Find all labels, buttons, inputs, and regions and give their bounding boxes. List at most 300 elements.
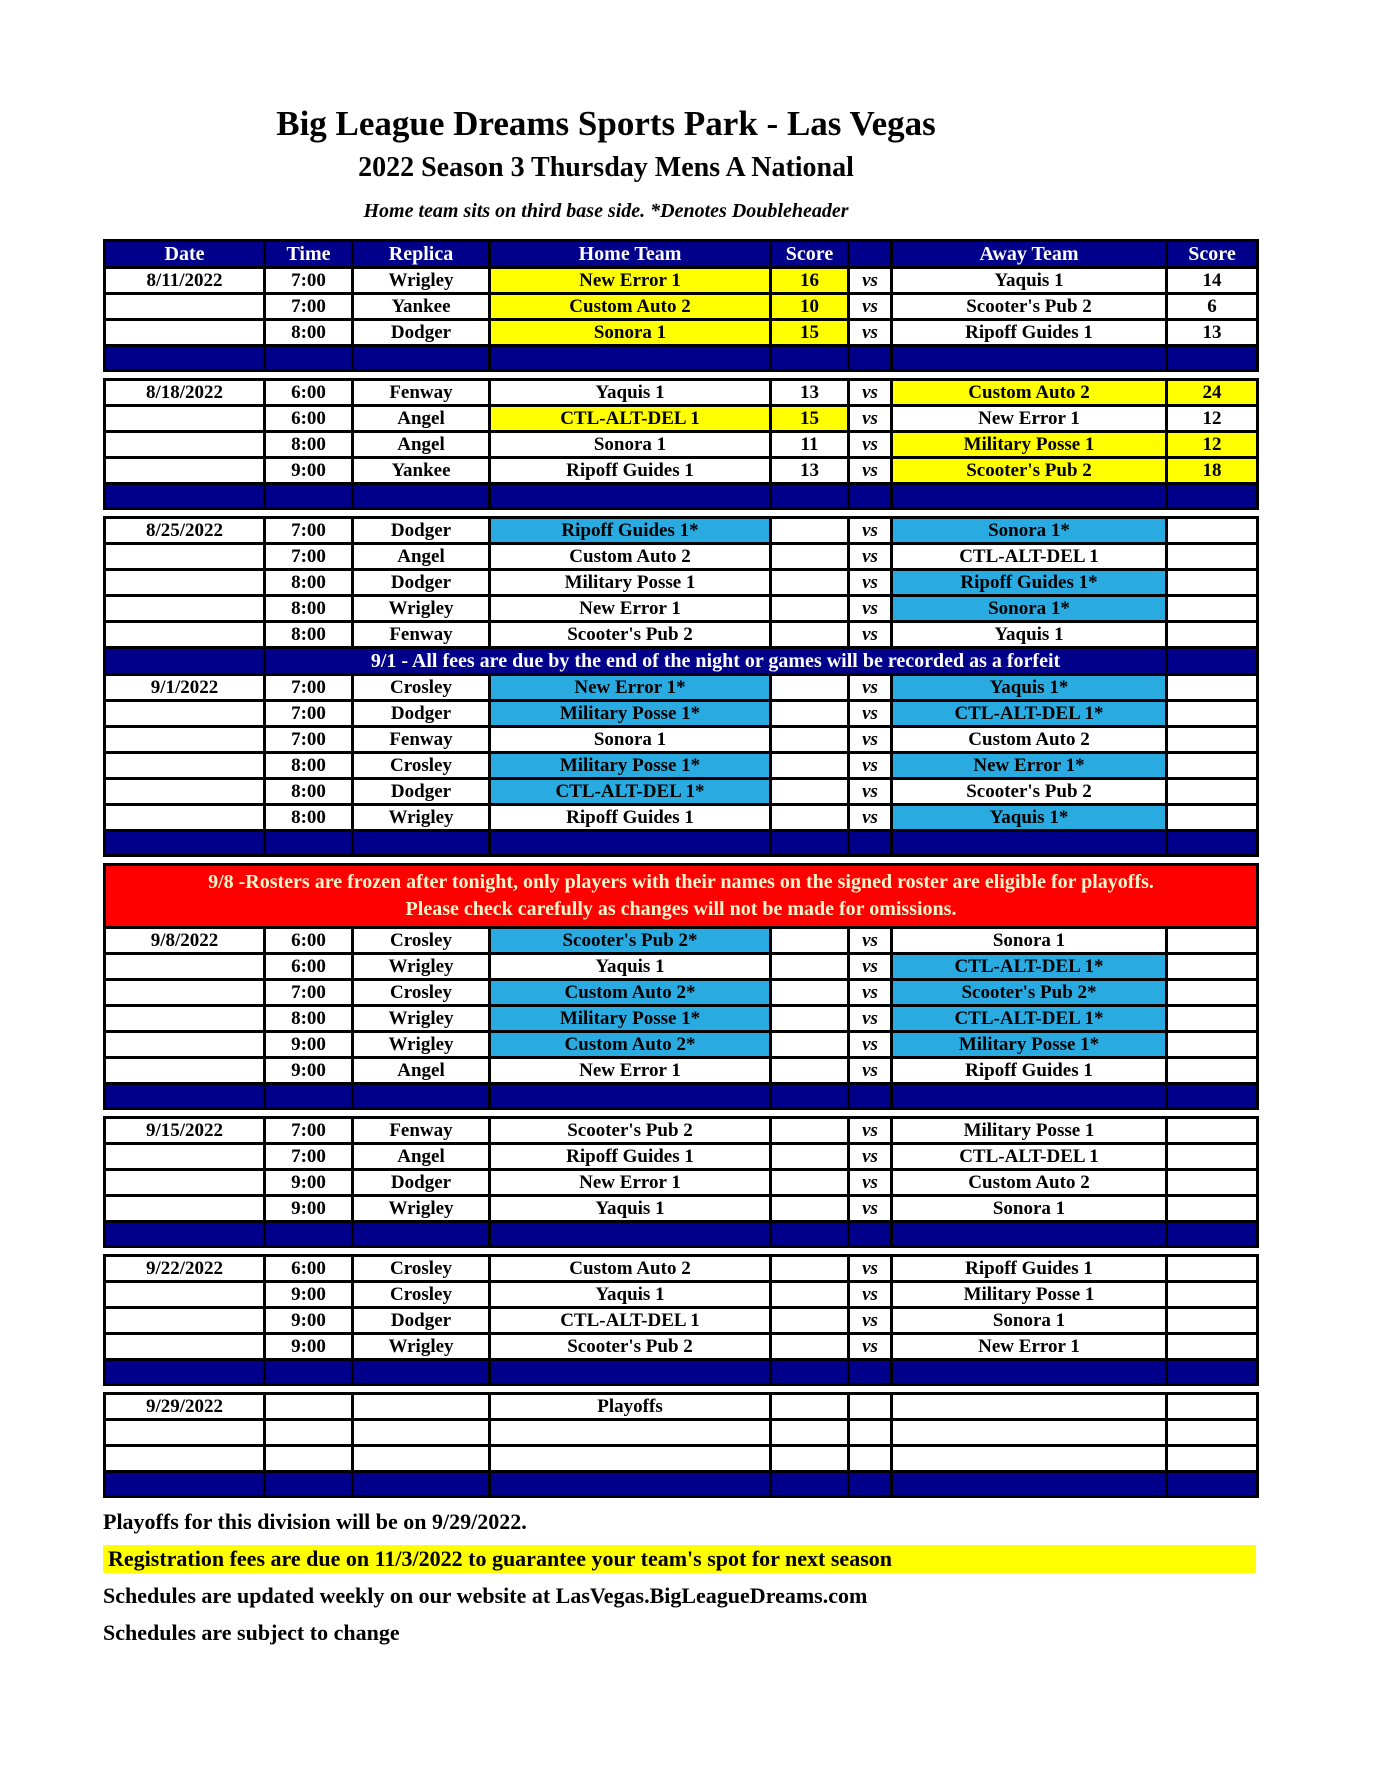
away-team-cell: CTL-ALT-DEL 1*	[892, 701, 1167, 727]
home-score-cell	[771, 1196, 849, 1222]
time-cell	[265, 1394, 353, 1420]
rosters-banner-line: 9/8 -Rosters are frozen after tonight, only players with their names on the signed roster are eligible for playoffs.	[208, 871, 1154, 893]
separator-cell	[849, 484, 892, 509]
game-row	[105, 954, 1258, 980]
section-gap	[105, 1385, 1258, 1394]
header-row	[105, 241, 1258, 268]
separator-cell	[105, 484, 265, 509]
away-score-cell	[1167, 1196, 1258, 1222]
date-cell: 9/22/2022	[105, 1256, 265, 1282]
date-cell	[105, 544, 265, 570]
game-row	[105, 1170, 1258, 1196]
separator-row	[105, 484, 1258, 509]
vs-label: vs	[849, 727, 892, 753]
vs-label	[849, 1420, 892, 1446]
date-cell	[105, 294, 265, 320]
time-cell: 6:00	[265, 1256, 353, 1282]
game-row	[105, 406, 1258, 432]
game-row	[105, 805, 1258, 831]
time-cell: 7:00	[265, 675, 353, 701]
separator-cell	[490, 1360, 771, 1385]
section-gap-cell	[105, 856, 1258, 865]
rosters-banner-line: Please check carefully as changes will not be made for omissions.	[405, 898, 957, 920]
away-score-cell	[1167, 1144, 1258, 1170]
separator-cell	[771, 346, 849, 371]
replica-cell: Crosley	[353, 753, 490, 779]
vs-label: vs	[849, 320, 892, 346]
time-cell: 9:00	[265, 458, 353, 484]
home-team-cell: Scooter's Pub 2	[490, 1334, 771, 1360]
replica-cell: Dodger	[353, 320, 490, 346]
away-team-cell: CTL-ALT-DEL 1*	[892, 1006, 1167, 1032]
section-gap-cell	[105, 371, 1258, 380]
game-row	[105, 1334, 1258, 1360]
date-cell	[105, 1058, 265, 1084]
vs-label: vs	[849, 268, 892, 294]
home-score-cell	[771, 1170, 849, 1196]
date-cell: 9/15/2022	[105, 1118, 265, 1144]
away-score-cell	[1167, 1058, 1258, 1084]
replica-cell: Fenway	[353, 727, 490, 753]
away-score-cell	[1167, 570, 1258, 596]
home-score-cell	[771, 1420, 849, 1446]
home-team-cell: Playoffs	[490, 1394, 771, 1420]
away-team-cell: Yaquis 1	[892, 622, 1167, 648]
time-cell: 8:00	[265, 320, 353, 346]
separator-row	[105, 1360, 1258, 1385]
home-score-cell	[771, 1334, 849, 1360]
time-cell: 7:00	[265, 1144, 353, 1170]
game-row	[105, 268, 1258, 294]
replica-cell: Angel	[353, 1144, 490, 1170]
replica-cell: Crosley	[353, 675, 490, 701]
away-team-cell: Yaquis 1*	[892, 805, 1167, 831]
home-team-cell: Scooter's Pub 2	[490, 1118, 771, 1144]
away-team-cell: New Error 1	[892, 406, 1167, 432]
separator-cell	[490, 1472, 771, 1497]
away-team-cell: Sonora 1	[892, 1196, 1167, 1222]
separator-cell	[1167, 1222, 1258, 1247]
separator-cell	[490, 1084, 771, 1109]
separator-cell	[892, 1472, 1167, 1497]
date-cell	[105, 596, 265, 622]
replica-cell: Fenway	[353, 1118, 490, 1144]
home-score-cell	[771, 928, 849, 954]
away-score-cell: 6	[1167, 294, 1258, 320]
time-cell: 8:00	[265, 432, 353, 458]
home-team-cell: Ripoff Guides 1	[490, 805, 771, 831]
vs-label: vs	[849, 1058, 892, 1084]
separator-cell	[105, 1472, 265, 1497]
game-row	[105, 458, 1258, 484]
home-score-cell	[771, 1446, 849, 1472]
section-gap-cell	[105, 509, 1258, 518]
separator-cell	[771, 1222, 849, 1247]
game-row	[105, 1256, 1258, 1282]
home-team-cell: New Error 1	[490, 1058, 771, 1084]
col-header-home-score: Score	[771, 241, 849, 268]
home-score-cell	[771, 622, 849, 648]
col-header-home-team: Home Team	[490, 241, 771, 268]
away-score-cell	[1167, 1256, 1258, 1282]
section-gap	[105, 1247, 1258, 1256]
vs-label: vs	[849, 928, 892, 954]
game-row	[105, 1196, 1258, 1222]
away-team-cell: Custom Auto 2	[892, 1170, 1167, 1196]
time-cell: 6:00	[265, 928, 353, 954]
col-header-date: Date	[105, 241, 265, 268]
game-row	[105, 1032, 1258, 1058]
game-row	[105, 1006, 1258, 1032]
separator-cell	[1167, 1472, 1258, 1497]
section-gap-cell	[105, 1385, 1258, 1394]
home-score-cell: 15	[771, 406, 849, 432]
section-gap-cell	[105, 1247, 1258, 1256]
home-score-cell: 13	[771, 380, 849, 406]
away-score-cell: 13	[1167, 320, 1258, 346]
col-header-away-score: Score	[1167, 241, 1258, 268]
date-cell: 9/29/2022	[105, 1394, 265, 1420]
away-team-cell: New Error 1*	[892, 753, 1167, 779]
home-team-cell: Ripoff Guides 1*	[490, 518, 771, 544]
separator-cell	[771, 1472, 849, 1497]
banner-left-cell	[105, 648, 265, 675]
game-row	[105, 1058, 1258, 1084]
game-row	[105, 675, 1258, 701]
date-cell: 8/11/2022	[105, 268, 265, 294]
separator-cell	[892, 1084, 1167, 1109]
separator-cell	[353, 1084, 490, 1109]
replica-cell: Dodger	[353, 1170, 490, 1196]
separator-cell	[1167, 484, 1258, 509]
away-team-cell	[892, 1394, 1167, 1420]
game-row	[105, 1308, 1258, 1334]
home-score-cell: 15	[771, 320, 849, 346]
separator-cell	[105, 1360, 265, 1385]
date-cell	[105, 1196, 265, 1222]
date-cell	[105, 406, 265, 432]
section-gap	[105, 856, 1258, 865]
home-team-cell: Scooter's Pub 2*	[490, 928, 771, 954]
date-cell	[105, 570, 265, 596]
time-cell: 9:00	[265, 1196, 353, 1222]
separator-cell	[892, 1360, 1167, 1385]
schedule-table	[103, 239, 1259, 1498]
home-team-cell	[490, 1446, 771, 1472]
home-team-cell: CTL-ALT-DEL 1*	[490, 779, 771, 805]
home-score-cell	[771, 1394, 849, 1420]
home-score-cell	[771, 701, 849, 727]
away-team-cell: Ripoff Guides 1	[892, 1058, 1167, 1084]
separator-cell	[105, 1222, 265, 1247]
time-cell: 7:00	[265, 268, 353, 294]
separator-cell	[105, 346, 265, 371]
home-score-cell	[771, 980, 849, 1006]
section-gap-cell	[105, 1109, 1258, 1118]
vs-label: vs	[849, 805, 892, 831]
game-row	[105, 701, 1258, 727]
home-team-cell: Custom Auto 2	[490, 544, 771, 570]
home-team-cell: Sonora 1	[490, 432, 771, 458]
game-row	[105, 753, 1258, 779]
date-cell	[105, 954, 265, 980]
separator-cell	[353, 1472, 490, 1497]
replica-cell: Wrigley	[353, 1006, 490, 1032]
replica-cell: Yankee	[353, 294, 490, 320]
game-row	[105, 1282, 1258, 1308]
time-cell: 6:00	[265, 380, 353, 406]
separator-cell	[1167, 1084, 1258, 1109]
home-score-cell	[771, 1058, 849, 1084]
home-team-cell: Custom Auto 2	[490, 1256, 771, 1282]
time-cell: 7:00	[265, 518, 353, 544]
vs-label: vs	[849, 1118, 892, 1144]
game-row	[105, 570, 1258, 596]
away-team-cell: CTL-ALT-DEL 1*	[892, 954, 1167, 980]
separator-cell	[1167, 1360, 1258, 1385]
away-team-cell: Yaquis 1	[892, 268, 1167, 294]
vs-label: vs	[849, 1256, 892, 1282]
away-team-cell: Ripoff Guides 1*	[892, 570, 1167, 596]
away-score-cell: 12	[1167, 432, 1258, 458]
date-cell: 9/1/2022	[105, 675, 265, 701]
away-score-cell	[1167, 1282, 1258, 1308]
home-team-cell: CTL-ALT-DEL 1	[490, 1308, 771, 1334]
time-cell: 8:00	[265, 779, 353, 805]
vs-label: vs	[849, 294, 892, 320]
date-cell	[105, 432, 265, 458]
replica-cell: Angel	[353, 432, 490, 458]
time-cell: 8:00	[265, 570, 353, 596]
home-team-cell: Custom Auto 2	[490, 294, 771, 320]
replica-cell: Dodger	[353, 570, 490, 596]
away-team-cell: Yaquis 1*	[892, 675, 1167, 701]
home-score-cell	[771, 544, 849, 570]
home-team-cell: Custom Auto 2*	[490, 980, 771, 1006]
doubleheader-note: Home team sits on third base side. *Denotes Doubleheader	[363, 200, 849, 222]
date-cell	[105, 1334, 265, 1360]
home-team-cell: Sonora 1	[490, 727, 771, 753]
away-score-cell: 18	[1167, 458, 1258, 484]
away-team-cell: Scooter's Pub 2*	[892, 980, 1167, 1006]
time-cell: 8:00	[265, 622, 353, 648]
date-cell	[105, 753, 265, 779]
away-team-cell: Military Posse 1	[892, 432, 1167, 458]
separator-cell	[265, 1472, 353, 1497]
replica-cell: Wrigley	[353, 1196, 490, 1222]
date-cell	[105, 1308, 265, 1334]
away-score-cell: 24	[1167, 380, 1258, 406]
vs-label: vs	[849, 1334, 892, 1360]
replica-cell: Yankee	[353, 458, 490, 484]
separator-cell	[849, 1472, 892, 1497]
home-score-cell	[771, 1118, 849, 1144]
footer-website-note: Schedules are updated weekly on our website at LasVegas.BigLeagueDreams.com	[103, 1583, 868, 1608]
time-cell: 7:00	[265, 1118, 353, 1144]
home-score-cell	[771, 727, 849, 753]
separator-cell	[849, 1222, 892, 1247]
date-cell	[105, 1282, 265, 1308]
section-gap	[105, 509, 1258, 518]
vs-label: vs	[849, 622, 892, 648]
home-score-cell	[771, 1144, 849, 1170]
game-row	[105, 1394, 1258, 1420]
footer-notes	[103, 1508, 1377, 1647]
replica-cell: Wrigley	[353, 268, 490, 294]
home-team-cell: New Error 1	[490, 1170, 771, 1196]
vs-label: vs	[849, 1144, 892, 1170]
away-score-cell	[1167, 544, 1258, 570]
date-cell: 9/8/2022	[105, 928, 265, 954]
vs-label: vs	[849, 675, 892, 701]
replica-cell: Crosley	[353, 928, 490, 954]
date-cell	[105, 1032, 265, 1058]
separator-cell	[892, 1222, 1167, 1247]
separator-cell	[105, 1084, 265, 1109]
away-team-cell: Scooter's Pub 2	[892, 458, 1167, 484]
home-team-cell: Yaquis 1	[490, 1196, 771, 1222]
replica-cell	[353, 1420, 490, 1446]
time-cell: 7:00	[265, 980, 353, 1006]
separator-cell	[1167, 346, 1258, 371]
replica-cell: Angel	[353, 544, 490, 570]
footer-subject-to-change-note: Schedules are subject to change	[103, 1620, 400, 1645]
separator-cell	[265, 1360, 353, 1385]
time-cell: 8:00	[265, 596, 353, 622]
replica-cell: Wrigley	[353, 805, 490, 831]
away-score-cell	[1167, 1420, 1258, 1446]
date-cell: 8/18/2022	[105, 380, 265, 406]
time-cell: 7:00	[265, 544, 353, 570]
separator-cell	[105, 831, 265, 856]
time-cell	[265, 1446, 353, 1472]
vs-label: vs	[849, 980, 892, 1006]
away-score-cell	[1167, 675, 1258, 701]
game-row	[105, 727, 1258, 753]
separator-cell	[490, 1222, 771, 1247]
home-score-cell	[771, 954, 849, 980]
time-cell: 9:00	[265, 1058, 353, 1084]
vs-label: vs	[849, 1282, 892, 1308]
game-row	[105, 1118, 1258, 1144]
home-score-cell	[771, 753, 849, 779]
away-score-cell	[1167, 727, 1258, 753]
home-team-cell: Sonora 1	[490, 320, 771, 346]
separator-cell	[353, 1222, 490, 1247]
date-cell	[105, 779, 265, 805]
home-score-cell	[771, 1256, 849, 1282]
home-team-cell: Custom Auto 2*	[490, 1032, 771, 1058]
col-header-away-team: Away Team	[892, 241, 1167, 268]
vs-label: vs	[849, 779, 892, 805]
separator-cell	[849, 1084, 892, 1109]
replica-cell: Crosley	[353, 980, 490, 1006]
replica-cell: Fenway	[353, 380, 490, 406]
game-row	[105, 380, 1258, 406]
date-cell	[105, 805, 265, 831]
home-team-cell: Military Posse 1*	[490, 753, 771, 779]
vs-label: vs	[849, 1196, 892, 1222]
home-score-cell	[771, 805, 849, 831]
away-score-cell	[1167, 753, 1258, 779]
separator-cell	[1167, 831, 1258, 856]
date-cell	[105, 622, 265, 648]
replica-cell	[353, 1446, 490, 1472]
away-team-cell: Ripoff Guides 1	[892, 320, 1167, 346]
away-score-cell	[1167, 1446, 1258, 1472]
home-team-cell: CTL-ALT-DEL 1	[490, 406, 771, 432]
away-score-cell	[1167, 596, 1258, 622]
time-cell: 9:00	[265, 1170, 353, 1196]
fees-banner-text: 9/1 - All fees are due by the end of the night or games will be recorded as a forfeit	[265, 648, 1167, 675]
separator-cell	[490, 346, 771, 371]
away-score-cell	[1167, 1308, 1258, 1334]
home-score-cell	[771, 1308, 849, 1334]
rosters-banner-row	[105, 865, 1258, 928]
time-cell: 6:00	[265, 406, 353, 432]
away-score-cell	[1167, 1334, 1258, 1360]
replica-cell: Dodger	[353, 701, 490, 727]
away-score-cell	[1167, 701, 1258, 727]
rosters-banner-text	[105, 865, 1258, 928]
replica-cell: Fenway	[353, 622, 490, 648]
home-team-cell: Yaquis 1	[490, 1282, 771, 1308]
away-team-cell: CTL-ALT-DEL 1	[892, 544, 1167, 570]
away-score-cell	[1167, 980, 1258, 1006]
separator-cell	[849, 346, 892, 371]
away-team-cell: Custom Auto 2	[892, 380, 1167, 406]
time-cell: 8:00	[265, 1006, 353, 1032]
vs-label: vs	[849, 753, 892, 779]
away-team-cell: Ripoff Guides 1	[892, 1256, 1167, 1282]
away-team-cell: Sonora 1*	[892, 518, 1167, 544]
vs-label: vs	[849, 596, 892, 622]
home-score-cell	[771, 518, 849, 544]
replica-cell: Wrigley	[353, 1334, 490, 1360]
vs-label: vs	[849, 1308, 892, 1334]
separator-row	[105, 1222, 1258, 1247]
away-team-cell: CTL-ALT-DEL 1	[892, 1144, 1167, 1170]
away-score-cell	[1167, 1170, 1258, 1196]
away-team-cell: New Error 1	[892, 1334, 1167, 1360]
home-team-cell: Military Posse 1*	[490, 701, 771, 727]
away-score-cell	[1167, 1006, 1258, 1032]
game-row	[105, 294, 1258, 320]
vs-label: vs	[849, 406, 892, 432]
separator-cell	[265, 1222, 353, 1247]
home-score-cell	[771, 1006, 849, 1032]
vs-label: vs	[849, 432, 892, 458]
home-team-cell: Ripoff Guides 1	[490, 458, 771, 484]
section-gap	[105, 371, 1258, 380]
home-team-cell: Military Posse 1	[490, 570, 771, 596]
home-team-cell: New Error 1*	[490, 675, 771, 701]
home-score-cell: 10	[771, 294, 849, 320]
time-cell: 8:00	[265, 805, 353, 831]
game-row	[105, 518, 1258, 544]
game-row	[105, 432, 1258, 458]
away-team-cell: Sonora 1	[892, 928, 1167, 954]
replica-cell: Wrigley	[353, 596, 490, 622]
separator-row	[105, 1084, 1258, 1109]
vs-label: vs	[849, 458, 892, 484]
vs-label: vs	[849, 1170, 892, 1196]
away-score-cell	[1167, 1118, 1258, 1144]
col-header-time: Time	[265, 241, 353, 268]
replica-cell: Dodger	[353, 518, 490, 544]
home-team-cell	[490, 1420, 771, 1446]
replica-cell: Crosley	[353, 1282, 490, 1308]
